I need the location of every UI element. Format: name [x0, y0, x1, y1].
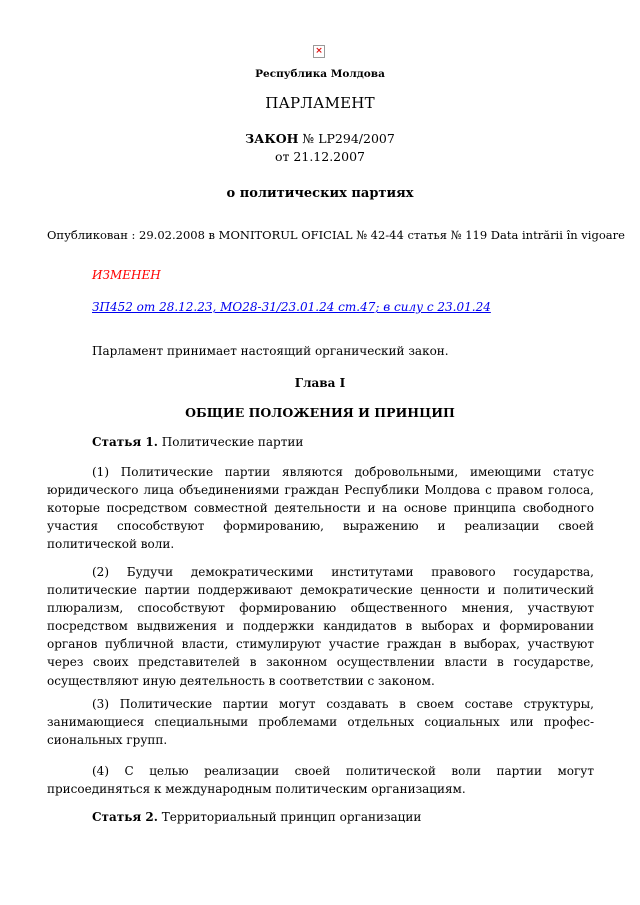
article-2-heading: [92, 810, 421, 824]
article-1-title: Политические партии: [157, 435, 304, 449]
law-title: о политических партиях: [226, 186, 414, 201]
chapter-title: ОБЩИЕ ПОЛОЖЕНИЯ И ПРИНЦИП: [185, 405, 455, 420]
law-number-value: № LP294/2007: [298, 131, 395, 146]
law-date: от 21.12.2007: [275, 149, 365, 164]
chapter-heading: Глава I: [294, 376, 346, 390]
article-2-label: Статья 2.: [92, 810, 158, 824]
article-1-heading: [92, 435, 303, 449]
article-1-paragraph-2: (2) Будучи демократическими институтами правового государства, политические партии поддерживают демократические ценности и политический плюрализм, способствуют формированию общественного мнения, участвуют посредством выдвижения и поддержки кандидатов в выборах и формировании органов публичной власти, стимулируют участие граждан в выборах, участвуют через своих представителей в законном осуществлении власти в государстве, осуществляют иную деятельность в соответствии с законом.: [47, 565, 594, 688]
law-number: [0, 131, 640, 146]
publication-info: Опубликован : 29.02.2008 в MONITORUL OFICIAL № 42-44 статья № 119 Data intrării în vigoare: [47, 228, 625, 242]
broken-image-icon: ×: [313, 45, 325, 58]
amendment-status: ИЗМЕНЕН: [92, 268, 161, 282]
law-label: ЗАКОН: [245, 131, 299, 146]
article-1-label: Статья 1.: [92, 435, 158, 449]
article-1-paragraph-3: (3) Политические партии могут создавать в своем составе структуры, занимающиеся специальными проблемами отдельных социальных или профессиональных групп.: [47, 697, 594, 748]
article-2-title: Территориальный принцип организации: [157, 810, 422, 824]
country-name: Республика Молдова: [255, 68, 385, 80]
adoption-statement: Парламент принимает настоящий органический закон.: [92, 344, 449, 358]
institution-name: ПАРЛАМЕНТ: [265, 94, 375, 112]
article-1-paragraph-1: (1) Политические партии являются добровольными, имеющими статус юридического лица объединениями граждан Республики Молдова с правом голоса, которые посредством совместной деятельности и на основе принципа свободного участия способствуют формированию, выражению и реализации своей политической воли.: [47, 465, 594, 552]
article-1-paragraph-4: (4) С целью реализации своей политической воли партии могут присоединяться к международным политическим организациям.: [47, 764, 594, 797]
amendment-link[interactable]: ЗП452 от 28.12.23, MO28-31/23.01.24 ст.47; в силу с 23.01.24: [92, 300, 491, 314]
